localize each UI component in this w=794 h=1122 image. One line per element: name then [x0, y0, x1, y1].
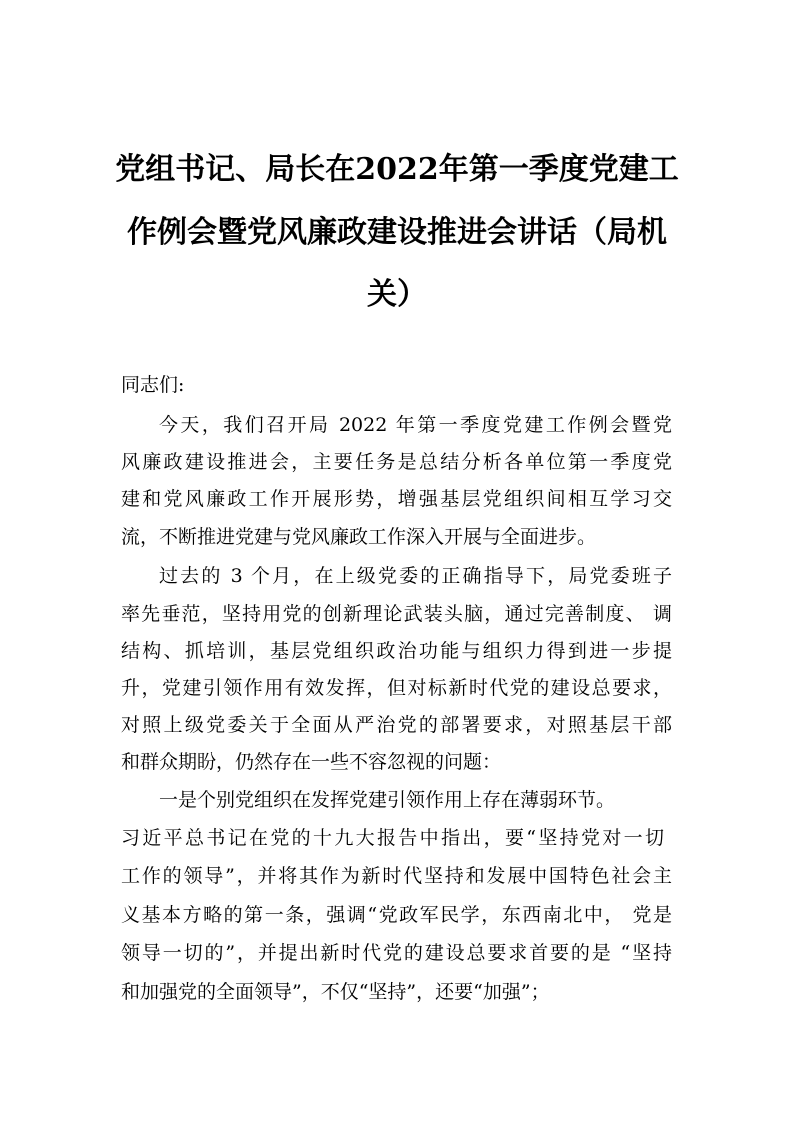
- paragraph-line: 和群众期盼，仍然存在一些不容忽视的问题：: [121, 751, 502, 773]
- paragraph-line: 习近平总书记在党的十九大报告中指出，要“坚持党对一切: [121, 827, 664, 849]
- paragraph-line: 过去的 3 个月，在上级党委的正确指导下，局党委班子: [159, 565, 672, 587]
- document-title-line: 关）: [367, 277, 427, 312]
- paragraph-line: 率先垂范，坚持用党的创新理论武装头脑，通过完善制度、 调: [121, 603, 672, 625]
- salutation: 同志们:: [121, 374, 185, 396]
- paragraph-line: 结构、抓培训，基层党组织政治功能与组织力得到进一步提: [121, 640, 672, 662]
- paragraph-line: 义基本方略的第一条，强调“党政军民学，东西南北中， 党是: [121, 904, 672, 926]
- document-title-line: 作例会暨党风廉政建设推进会讲话（局机: [127, 215, 667, 250]
- paragraph-line: 对照上级党委关于全面从严治党的部署要求，对照基层干部: [121, 714, 672, 736]
- paragraph-line: 建和党风廉政工作开展形势，增强基层党组织间相互学习交: [121, 488, 672, 510]
- paragraph-line: 风廉政建设推进会，主要任务是总结分析各单位第一季度党: [121, 451, 672, 473]
- paragraph-line: 今天，我们召开局 2022 年第一季度党建工作例会暨党: [159, 414, 672, 436]
- paragraph-line: 流，不断推进党建与党风廉政工作深入开展与全面进步。: [121, 526, 597, 548]
- paragraph-line: 一是个别党组织在发挥党建引领作用上存在薄弱环节。: [159, 789, 616, 811]
- document-title-line: 党组书记、局长在2022年第一季度党建工: [115, 152, 679, 187]
- paragraph-line: 升，党建引领作用有效发挥，但对标新时代党的建设总要求，: [121, 677, 672, 699]
- paragraph-line: 领导一切的”，并提出新时代党的建设总要求首要的是 “坚持: [121, 942, 672, 964]
- paragraph-line: 和加强党的全面领导”，不仅“坚持”，还要“加强”；: [121, 981, 550, 1003]
- paragraph-line: 工作的领导”，并将其作为新时代坚持和发展中国特色社会主: [121, 865, 672, 887]
